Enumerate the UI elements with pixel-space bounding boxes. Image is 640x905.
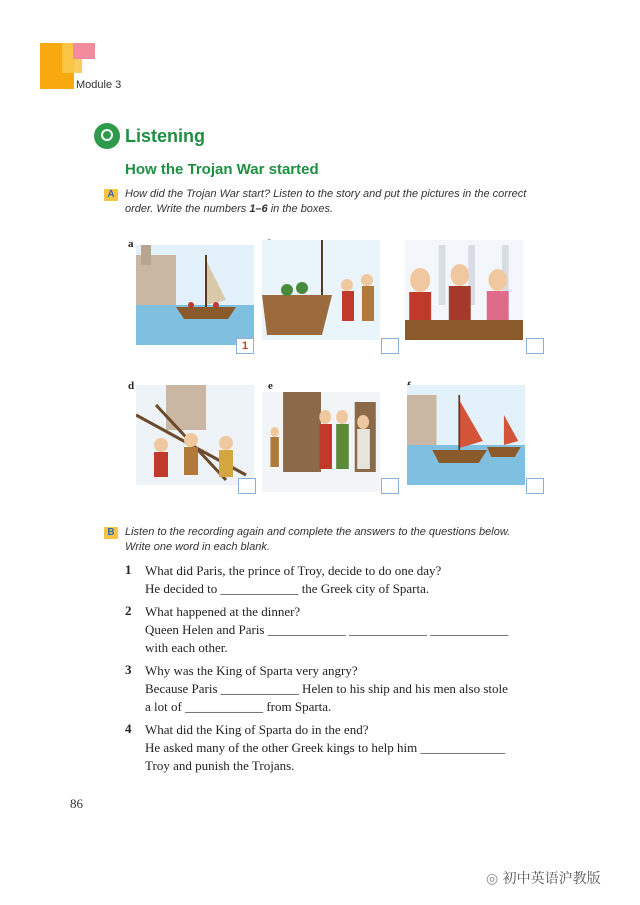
question-number: 4 bbox=[125, 721, 132, 736]
picture-c-dinner-feast bbox=[405, 240, 523, 340]
question-text: What happened at the dinner? bbox=[145, 604, 301, 619]
instruction-line: Listen to the recording again and complete the answers to the questions below. bbox=[125, 526, 511, 538]
answer-box-c[interactable] bbox=[526, 338, 544, 354]
picture-d-battle bbox=[136, 385, 254, 485]
instruction-numbers: 1–6 bbox=[249, 203, 268, 215]
part-b-instruction bbox=[125, 525, 555, 555]
wechat-icon: ◎ bbox=[486, 871, 499, 887]
answer-line[interactable]: Because Paris ____________ Helen to his ship and his men also stole bbox=[145, 681, 508, 696]
section-title: Listening bbox=[125, 126, 205, 146]
page-number: 86 bbox=[70, 796, 83, 811]
answer-box-a[interactable]: 1 bbox=[236, 338, 254, 354]
answer-line: Troy and punish the Trojans. bbox=[145, 758, 295, 773]
question-4 bbox=[145, 721, 555, 775]
instruction-text: in the boxes. bbox=[267, 203, 334, 215]
picture-a-ship-leaving-troy bbox=[136, 245, 254, 345]
picture-b-soldiers-on-ship bbox=[262, 240, 380, 340]
picture-letter: d bbox=[128, 380, 135, 392]
instruction-line: How did the Trojan War start? Listen to the story and put the pictures in the correct bbox=[125, 188, 527, 200]
answer-line[interactable]: He decided to ____________ the Greek city of Sparta. bbox=[145, 581, 430, 596]
instruction-line: Write one word in each blank. bbox=[125, 541, 270, 553]
question-text: Why was the King of Sparta very angry? bbox=[145, 663, 358, 678]
watermark bbox=[486, 868, 601, 888]
answer-line[interactable]: Queen Helen and Paris ____________ ____________ ____________ bbox=[145, 622, 509, 637]
picture-e-king-and-soldiers bbox=[262, 392, 380, 492]
answer-line[interactable]: He asked many of the other Greek kings to help him _____________ bbox=[145, 740, 505, 755]
picture-letter: e bbox=[268, 380, 273, 392]
question-2 bbox=[145, 603, 555, 657]
answer-box-b[interactable] bbox=[381, 338, 399, 354]
answer-line: with each other. bbox=[145, 640, 228, 655]
watermark-text: 初中英语沪教版 bbox=[502, 871, 601, 887]
instruction-line bbox=[125, 202, 555, 217]
section-subtitle: How the Trojan War started bbox=[125, 161, 319, 178]
question-1 bbox=[145, 562, 555, 598]
module-label: Module 3 bbox=[76, 79, 122, 91]
picture-letter: a bbox=[128, 238, 134, 250]
instruction-text: order. Write the numbers bbox=[125, 203, 250, 215]
part-a-instruction bbox=[125, 187, 555, 217]
answer-line[interactable]: a lot of ____________ from Sparta. bbox=[145, 699, 332, 714]
answer-box-f[interactable] bbox=[526, 478, 544, 494]
question-number: 3 bbox=[125, 662, 132, 677]
answer-box-d[interactable] bbox=[238, 478, 256, 494]
picture-f-fleet-at-sea bbox=[407, 385, 525, 485]
question-number: 2 bbox=[125, 603, 132, 618]
question-text: What did Paris, the prince of Troy, decide to do one day? bbox=[145, 563, 442, 578]
question-number: 1 bbox=[125, 562, 132, 577]
headphones-icon bbox=[94, 123, 120, 149]
question-3 bbox=[145, 662, 555, 716]
answer-box-e[interactable] bbox=[381, 478, 399, 494]
part-b-badge: B bbox=[104, 527, 118, 539]
part-a-badge: A bbox=[104, 189, 118, 201]
header-decoration bbox=[73, 43, 95, 59]
question-text: What did the King of Sparta do in the end? bbox=[145, 722, 369, 737]
